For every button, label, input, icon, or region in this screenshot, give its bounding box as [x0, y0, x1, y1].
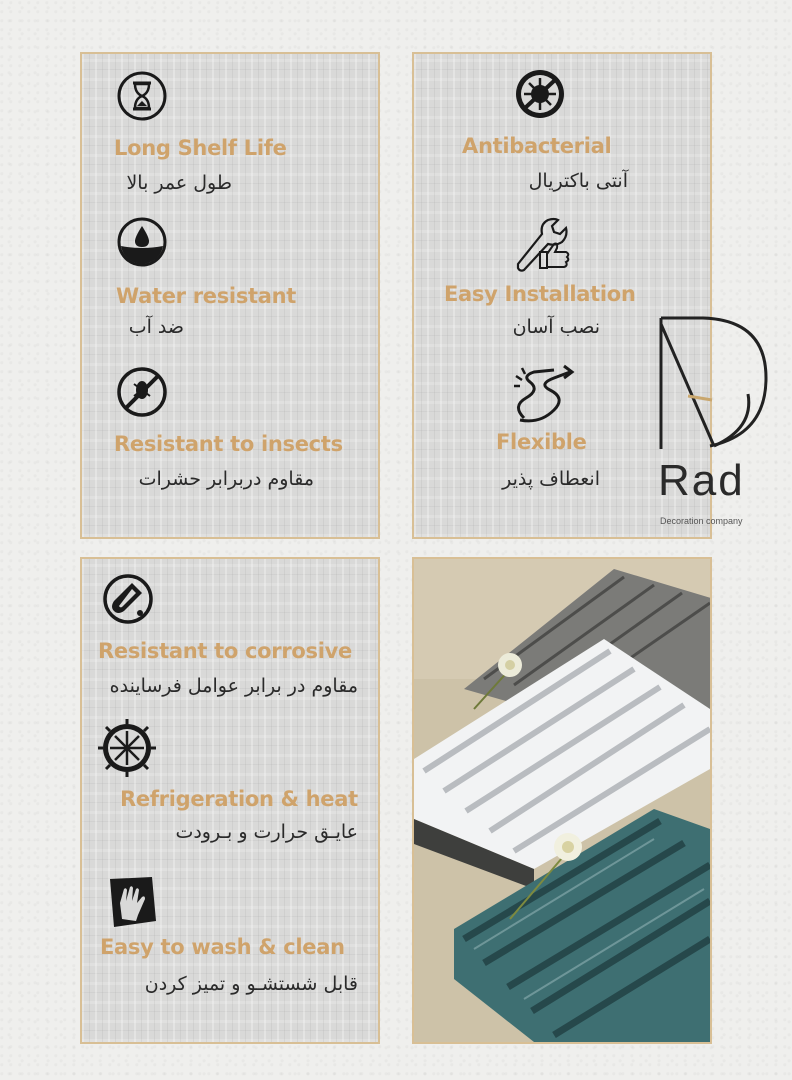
product-photo — [412, 557, 712, 1044]
glove-clean-icon — [104, 875, 158, 929]
feature-fa-resistant-insects: مقاوم دربرابر حشرات — [138, 468, 314, 490]
feature-fa-easy-wash: قابل شستشـو و تمیز کردن — [144, 973, 358, 995]
no-insects-icon — [116, 366, 168, 418]
feature-title-resistant-corrosive: Resistant to corrosive — [98, 639, 352, 663]
flexible-arrow-icon — [510, 362, 576, 426]
feature-title-flexible: Flexible — [496, 430, 587, 454]
corrugated-panels-image — [414, 559, 710, 1042]
logo-tagline: Decoration company — [660, 516, 743, 526]
feature-title-easy-installation: Easy Installation — [444, 282, 636, 306]
snowflake-sun-icon — [98, 719, 156, 777]
feature-title-refrigeration-heat: Refrigeration & heat — [120, 787, 358, 811]
corrosive-tube-icon — [102, 573, 154, 625]
feature-title-easy-wash: Easy to wash & clean — [100, 935, 345, 959]
feature-title-antibacterial: Antibacterial — [462, 134, 612, 158]
hourglass-icon — [116, 70, 168, 122]
features-panel-3 — [80, 557, 380, 1044]
rad-logo-icon — [658, 316, 768, 451]
feature-fa-antibacterial: آنتی باکتریال — [528, 170, 628, 192]
feature-fa-refrigeration-heat: عایـق حرارت و بـرودت — [175, 821, 358, 843]
logo-name: Rad — [658, 456, 745, 505]
feature-fa-water-resistant: ضد آب — [128, 316, 184, 338]
feature-fa-long-shelf-life: طول عمر بالا — [126, 172, 232, 194]
wrench-thumbs-up-icon — [510, 214, 572, 272]
no-bacteria-icon — [514, 68, 566, 120]
feature-fa-flexible: انعطاف پذیر — [502, 468, 600, 490]
feature-title-resistant-insects: Resistant to insects — [114, 432, 343, 456]
feature-title-water-resistant: Water resistant — [116, 284, 297, 308]
feature-fa-resistant-corrosive: مقاوم در برابر عوامل فرساینده — [109, 675, 358, 697]
feature-title-long-shelf-life: Long Shelf Life — [114, 136, 287, 160]
water-drop-icon — [116, 216, 168, 268]
features-panel-1 — [80, 52, 380, 539]
feature-fa-easy-installation: نصب آسان — [512, 316, 600, 338]
